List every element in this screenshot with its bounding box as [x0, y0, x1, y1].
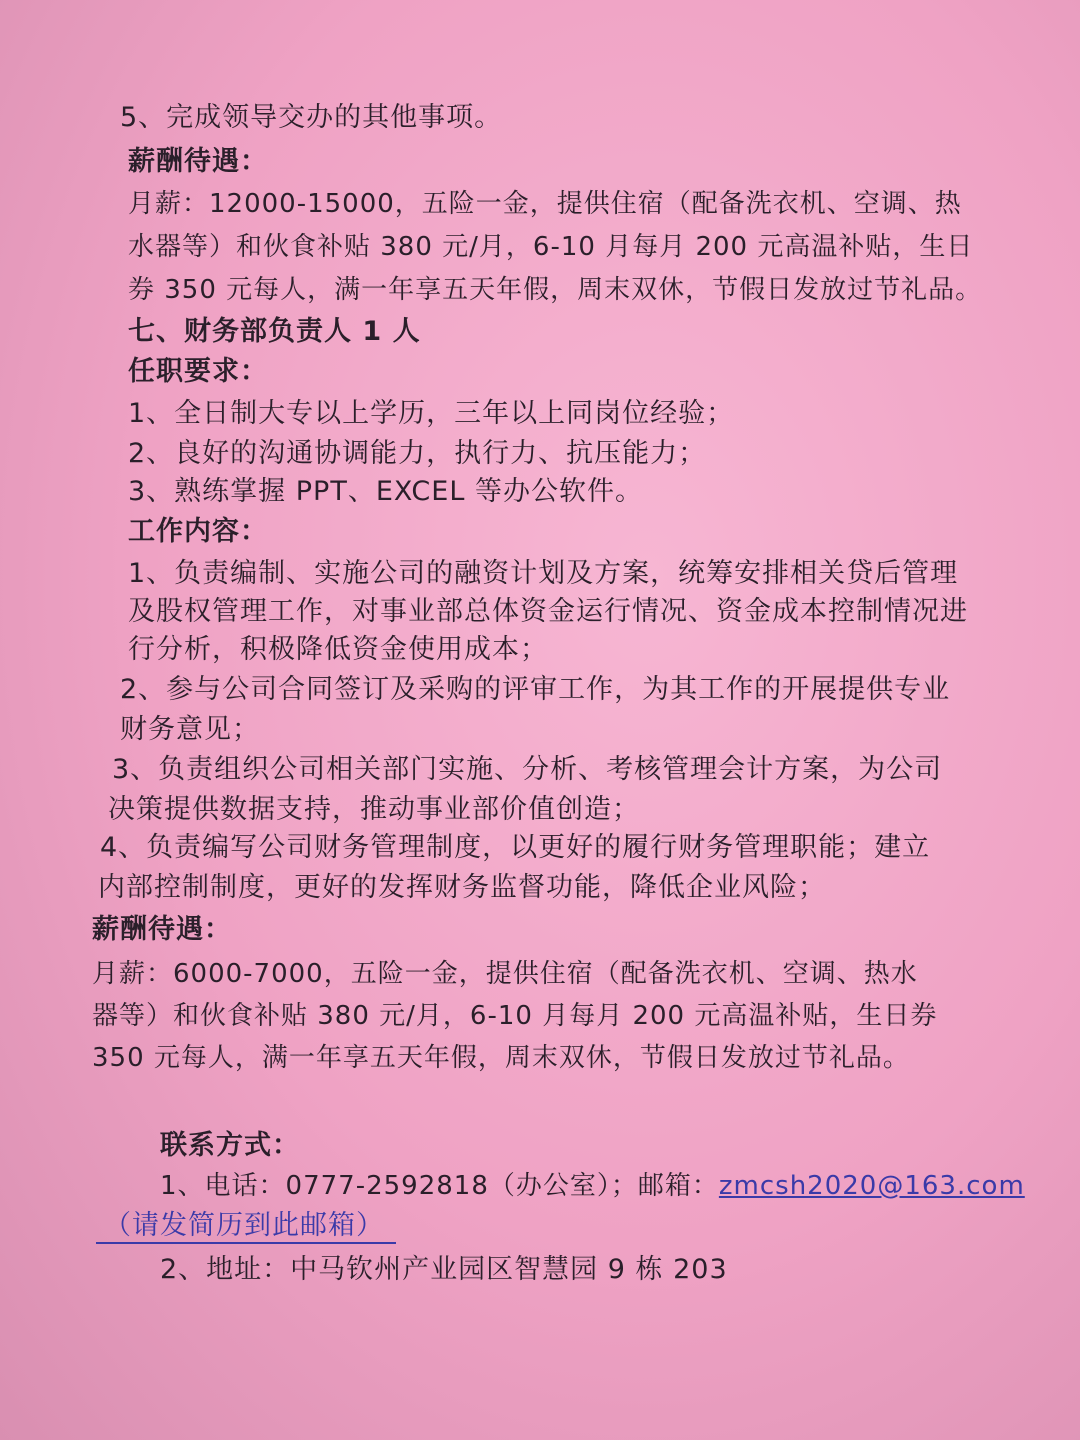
salary-2-line-2: 器等）和伙食补贴 380 元/月，6-10 月每月 200 元高温补贴，生日券	[92, 1001, 938, 1031]
work-1-line-3: 行分析，积极降低资金使用成本；	[128, 634, 548, 665]
work-1-line-1: 1、负责编制、实施公司的融资计划及方案，统筹安排相关贷后管理	[128, 558, 959, 589]
work-1-line-2: 及股权管理工作，对事业部总体资金运行情况、资金成本控制情况进	[128, 596, 968, 627]
salary-2-line-3: 350 元每人，满一年享五天年假，周末双休，节假日发放过节礼品。	[92, 1043, 910, 1073]
work-4-line-1: 4、负责编写公司财务管理制度，以更好的履行财务管理职能；建立	[100, 832, 931, 863]
job-duty-item-5: 5、完成领导交办的其他事项。	[120, 102, 503, 133]
salary-heading-1: 薪酬待遇：	[128, 146, 268, 177]
salary-2-line-1: 月薪：6000-7000，五险一金，提供住宿（配备洗衣机、空调、热水	[92, 959, 918, 989]
work-content-heading: 工作内容：	[128, 516, 268, 547]
salary-1-line-2: 水器等）和伙食补贴 380 元/月，6-10 月每月 200 元高温补贴，生日	[128, 232, 974, 262]
requirement-1: 1、全日制大专以上学历，三年以上同岗位经验；	[128, 398, 735, 429]
contact-phone-label: 1、电话：0777-2592818（办公室）；邮箱：	[160, 1171, 719, 1201]
work-2-line-1: 2、参与公司合同签订及采购的评审工作，为其工作的开展提供专业	[120, 674, 951, 705]
salary-1-line-1: 月薪：12000-15000，五险一金，提供住宿（配备洗衣机、空调、热	[128, 189, 962, 219]
position-heading-7: 七、财务部负责人 1 人	[128, 316, 421, 347]
contact-phone-email-line	[160, 1168, 1025, 1204]
contact-address: 2、地址：中马钦州产业园区智慧园 9 栋 203	[160, 1254, 728, 1285]
salary-heading-2: 薪酬待遇：	[92, 914, 232, 945]
work-3-line-2: 决策提供数据支持，推动事业部价值创造；	[108, 794, 640, 825]
work-4-line-2: 内部控制制度，更好的发挥财务监督功能，降低企业风险；	[98, 872, 826, 903]
requirement-3: 3、熟练掌握 PPT、EXCEL 等办公软件。	[128, 476, 643, 507]
salary-1-line-3: 券 350 元每人，满一年享五天年假，周末双休，节假日发放过节礼品。	[128, 275, 983, 305]
work-2-line-2: 财务意见；	[120, 714, 260, 745]
contact-email-link[interactable]: zmcsh2020@163.com	[718, 1171, 1025, 1201]
contact-heading: 联系方式：	[160, 1130, 300, 1161]
email-note-underline	[96, 1242, 396, 1244]
requirement-2: 2、良好的沟通协调能力，执行力、抗压能力；	[128, 438, 707, 469]
contact-email-note: （请发简历到此邮箱）	[104, 1210, 384, 1241]
requirements-heading: 任职要求：	[128, 356, 268, 387]
work-3-line-1: 3、负责组织公司相关部门实施、分析、考核管理会计方案，为公司	[112, 754, 943, 785]
